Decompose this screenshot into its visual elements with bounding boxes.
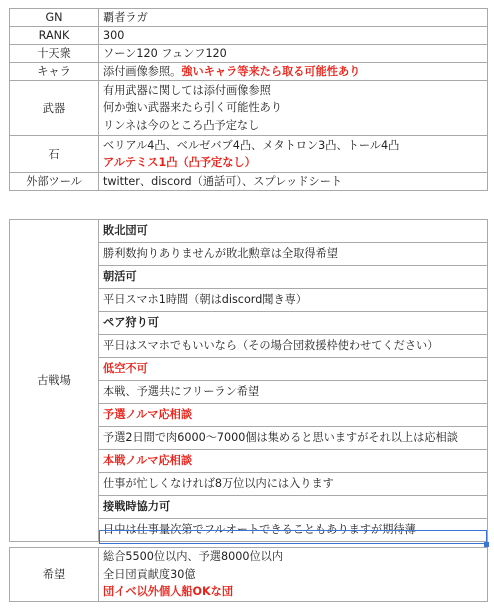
- stone-line: ベリアル4凸、ベルゼバブ4凸、メタトロン3凸、トール4凸: [103, 138, 400, 152]
- label-gn: GN: [10, 9, 99, 27]
- label-guild-war: 古戦場: [10, 220, 99, 542]
- label-stone: 石: [10, 136, 99, 173]
- value-stone[interactable]: [99, 136, 488, 173]
- value-gn[interactable]: 覇者ラガ: [99, 9, 488, 27]
- wish-line: 全日団貢献度30億: [103, 567, 196, 581]
- label-wishes: 希望: [10, 548, 99, 602]
- row-weapon: [10, 81, 488, 136]
- value-juutenshu[interactable]: ソーン120 フュンフ120: [99, 45, 488, 63]
- guild-war-item[interactable]: 予選ノルマ応相談: [99, 404, 487, 427]
- row-chara: [10, 63, 488, 81]
- value-tools[interactable]: twitter、discord（通話可）、スプレッドシート: [99, 173, 488, 191]
- guild-war-item[interactable]: 本戦、予選共にフリーラン希望: [99, 381, 487, 404]
- guild-war-item[interactable]: 低空不可: [99, 358, 487, 381]
- row-rank: [10, 27, 488, 45]
- row-guild-war: [10, 220, 488, 542]
- row-stone: [10, 136, 488, 173]
- profile-table: [9, 8, 488, 191]
- row-gn: [10, 9, 488, 27]
- row-juutenshu: [10, 45, 488, 63]
- guild-war-item[interactable]: 平日スマホ1時間（朝はdiscord聞き専）: [99, 289, 487, 312]
- guild-war-item[interactable]: 日中は仕事量次第でフルオートできることもありますが期待薄: [103, 523, 416, 536]
- guild-war-item[interactable]: 本戦ノルマ応相談: [99, 450, 487, 473]
- row-wishes: [10, 548, 488, 602]
- guild-war-cells: [99, 220, 488, 542]
- selected-cell[interactable]: [99, 530, 487, 544]
- value-weapon[interactable]: [99, 81, 488, 136]
- label-rank: RANK: [10, 27, 99, 45]
- label-tools: 外部ツール: [10, 173, 99, 191]
- value-chara[interactable]: [99, 63, 488, 81]
- guild-war-table: [9, 219, 488, 542]
- row-tools: [10, 173, 488, 191]
- label-weapon: 武器: [10, 81, 99, 136]
- guild-war-item[interactable]: 接戦時協力可: [99, 496, 487, 519]
- guild-war-item[interactable]: ペア狩り可: [99, 312, 487, 335]
- guild-war-item[interactable]: 敗北団可: [99, 220, 487, 243]
- guild-war-item[interactable]: 朝活可: [99, 266, 487, 289]
- wish-line-red: 団イベ以外個人船OKな団: [103, 585, 234, 599]
- wishes-table: [9, 547, 488, 602]
- guild-war-item[interactable]: 勝利数拘りありませんが敗北勲章は全取得希望: [99, 243, 487, 266]
- guild-war-item[interactable]: 仕事が忙しくなければ8万位以内には入ります: [99, 473, 487, 496]
- value-wishes[interactable]: [99, 548, 488, 602]
- wish-line: 総合5500位以内、予選8000位以内: [103, 550, 284, 564]
- chara-text: 添付画像参照。: [103, 65, 182, 78]
- stone-line-red: アルテミス1凸（凸予定なし）: [103, 156, 256, 169]
- label-juutenshu: 十天衆: [10, 45, 99, 63]
- guild-war-item[interactable]: 予選2日間で肉6000～7000個は集めると思いますがそれ以上は応相談: [99, 427, 487, 450]
- guild-war-item[interactable]: 平日はスマホでもいいなら（その場合団救援枠使わせてください）: [99, 335, 487, 358]
- weapon-line: 何か強い武器来たら引く可能性あり: [103, 101, 283, 115]
- weapon-line: 有用武器に関しては添付画像参照: [103, 83, 271, 97]
- label-chara: キャラ: [10, 63, 99, 81]
- chara-note: 強いキャラ等来たら取る可能性あり: [181, 65, 361, 78]
- value-rank[interactable]: 300: [99, 27, 488, 45]
- weapon-line: リンネは今のところ凸予定なし: [103, 118, 260, 132]
